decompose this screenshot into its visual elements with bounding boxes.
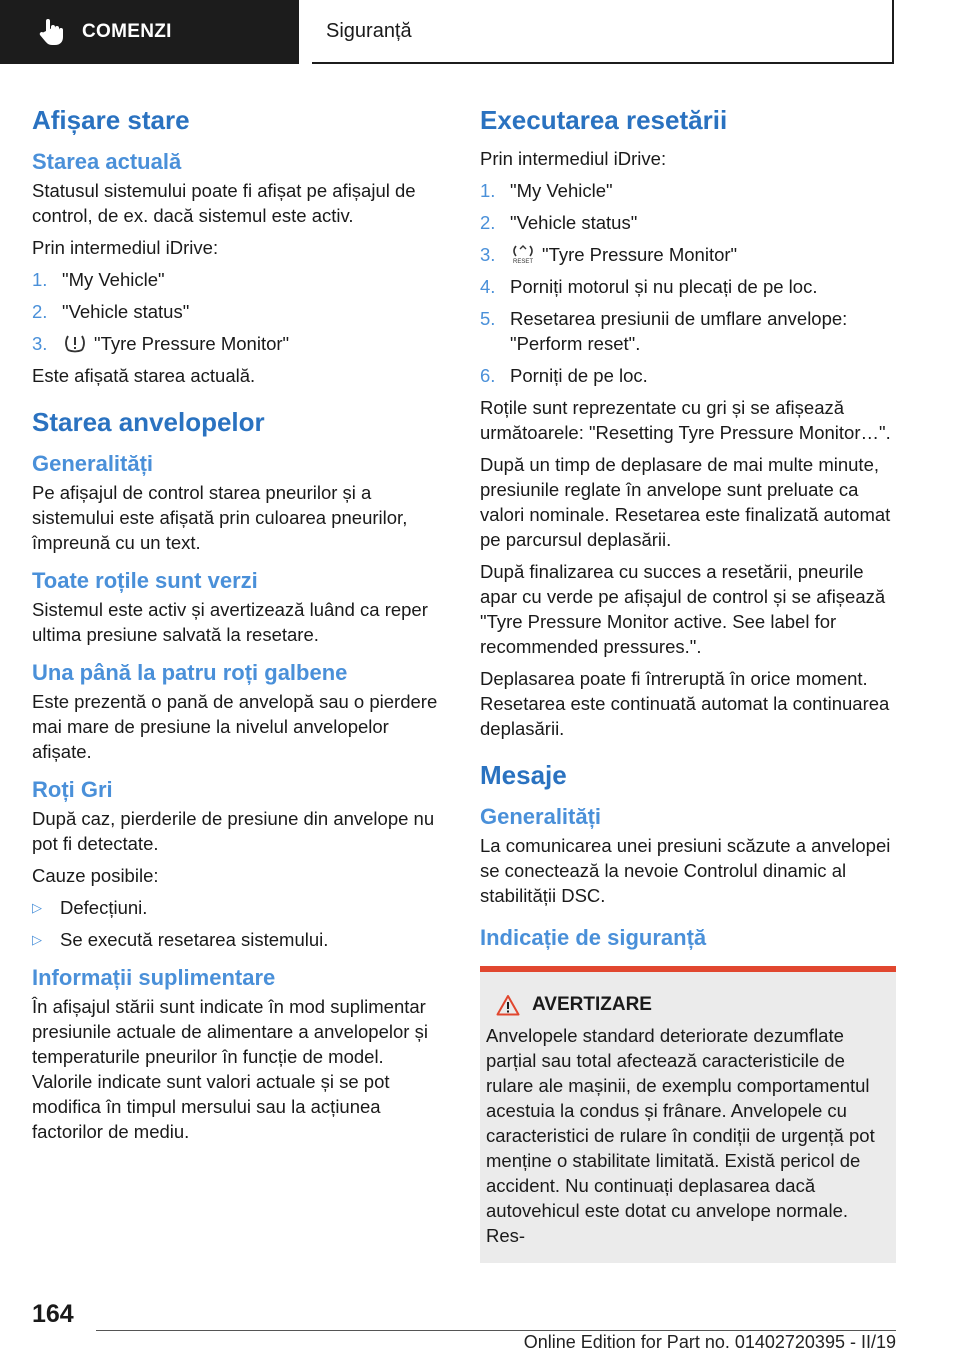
- paragraph: Prin intermediul iDrive:: [32, 237, 219, 258]
- tyre-reset-icon: [510, 244, 536, 264]
- step-number: 3.: [480, 244, 496, 265]
- list-item: [480, 242, 896, 267]
- heading-informatii: Informații suplimentare: [32, 965, 276, 990]
- causes-list: [32, 895, 448, 952]
- paragraph: Deplasarea poate fi întreruptă în orice moment. Resetarea este continuată automat la continuarea deplasării.: [480, 668, 890, 739]
- paragraph: Cauze posibile:: [32, 865, 159, 886]
- step-number: 4.: [480, 276, 496, 297]
- triangle-bullet-icon: ▷: [32, 932, 42, 947]
- step-text: Porniți motorul și nu plecați de pe loc.: [510, 276, 818, 297]
- paragraph: În afișajul stării sunt indicate în mod suplimentar presiunile actuale de alimentare a anvelopelor și temperaturile pneurilor în funcție de model. Valorile indicate sunt valori actuale și se pot modifica în timpul mersului sau la acțiunea factorilor de mediu.: [32, 996, 428, 1142]
- section-label: COMENZI: [82, 21, 172, 42]
- footer-divider: [96, 1330, 896, 1331]
- list-item: [480, 178, 896, 203]
- step-text: Resetarea presiunii de umflare anvelope: "Perform reset".: [510, 308, 848, 354]
- heading-afisare-stare: Afișare stare: [32, 105, 190, 135]
- reset-icon-label: RESET: [512, 259, 534, 264]
- paragraph: Prin intermediul iDrive:: [480, 148, 667, 169]
- hand-pointer-icon: [36, 17, 66, 47]
- step-number: 1.: [32, 269, 48, 290]
- heading-toate-verzi: Toate roțile sunt verzi: [32, 568, 258, 593]
- heading-executarea-resetarii: Executarea resetării: [480, 105, 728, 135]
- section-tab[interactable]: [0, 0, 299, 64]
- left-column: [32, 98, 448, 1151]
- paragraph: Este prezentă o pană de anvelopă sau o pierdere mai mare de presiune la nivelul anvelopelor afișate.: [32, 691, 438, 762]
- paragraph: Statusul sistemului poate fi afișat pe afișajul de control, de ex. dacă sistemul este activ.: [32, 180, 416, 226]
- paragraph: După un timp de deplasare de mai multe minute, presiunile reglate în anvelope sunt preluate ca valori nominale. Resetarea este finalizată automat pe parcursul deplasării.: [480, 454, 891, 550]
- paragraph: La comunicarea unei presiuni scăzute a anvelopei se conectează la nevoie Controlul dinamic al stabilității DSC.: [480, 835, 891, 906]
- heading-generalitati: Generalități: [480, 804, 602, 829]
- step-text: "Tyre Pressure Monitor": [542, 244, 738, 265]
- step-number: 2.: [32, 301, 48, 322]
- edition-text: Online Edition for Part no. 01402720395 - II/19: [523, 1332, 896, 1352]
- bullet-text: Se execută resetarea sistemului.: [60, 929, 329, 950]
- list-item: [32, 927, 448, 952]
- paragraph: După caz, pierderile de presiune din anvelope nu pot fi detectate.: [32, 808, 435, 854]
- tyre-pressure-warning-icon: [62, 333, 88, 353]
- paragraph: Roțile sunt reprezentate cu gri și se afișează următoarele: "Resetting Tyre Pressure Monitor…".: [480, 397, 891, 443]
- chapter-label: Siguranță: [326, 19, 412, 42]
- triangle-bullet-icon: ▷: [32, 900, 42, 915]
- warning-label: AVERTIZARE: [532, 994, 652, 1015]
- paragraph: Pe afișajul de control starea pneurilor și a sistemului este afișată prin culoarea pneurilor, împreună cu un text.: [32, 482, 408, 553]
- heading-roti-gri: Roți Gri: [32, 777, 113, 802]
- step-number: 1.: [480, 180, 496, 201]
- heading-starea-anvelopelor: Starea anvelopelor: [32, 407, 265, 437]
- step-text: "My Vehicle": [62, 269, 165, 290]
- step-number: 5.: [480, 308, 496, 329]
- warning-box: [480, 966, 896, 1263]
- chapter-tab: [312, 0, 894, 64]
- right-column: [480, 98, 896, 1263]
- heading-galbene: Una până la patru roți galbene: [32, 660, 348, 685]
- list-item: [480, 210, 896, 235]
- heading-indicatie-siguranta: Indicație de siguranță: [480, 925, 707, 950]
- paragraph: După finalizarea cu succes a resetării, pneurile apar cu verde pe afișajul de control și se afișează "Tyre Pressure Monitor active. See label for recommended pressures.".: [480, 561, 886, 657]
- list-item: [32, 895, 448, 920]
- step-text: Porniți de pe loc.: [510, 365, 648, 386]
- list-item: [480, 363, 896, 388]
- warning-triangle-icon: [496, 994, 520, 1016]
- heading-starea-actuala: Starea actuală: [32, 149, 182, 174]
- list-item: [32, 267, 448, 292]
- warning-text: Anvelopele standard deteriorate dezumflate parțial sau total afectează caracteristicile de rulare ale mașinii, de exemplu comportamentul acestuia la condus și frânare. Anvelopele cu caracteristici de rulare în condiții de urgență pot menține o stabilitate limitată. Există pericol de accident. Nu continuați deplasarea dacă autovehicul este dotat cu anvelope normale. Res-: [486, 1025, 875, 1246]
- step-text: "Vehicle status": [62, 301, 190, 322]
- bullet-text: Defecțiuni.: [60, 897, 148, 918]
- warning-title: [486, 992, 890, 1017]
- step-number: 2.: [480, 212, 496, 233]
- steps-list: [32, 267, 448, 356]
- page-number: 164: [32, 1300, 74, 1328]
- list-item: [480, 306, 896, 356]
- heading-mesaje: Mesaje: [480, 760, 567, 790]
- paragraph: Sistemul este activ și avertizează luând ca reper ultima presiune salvată la resetare.: [32, 599, 428, 645]
- step-number: 3.: [32, 333, 48, 354]
- paragraph: Este afișată starea actuală.: [32, 365, 256, 386]
- step-text: "Vehicle status": [510, 212, 638, 233]
- step-number: 6.: [480, 365, 496, 386]
- list-item: [32, 299, 448, 324]
- step-text: "My Vehicle": [510, 180, 613, 201]
- list-item: [480, 274, 896, 299]
- heading-generalitati: Generalități: [32, 451, 154, 476]
- list-item: [32, 331, 448, 356]
- steps-list: [480, 178, 896, 388]
- step-text: "Tyre Pressure Monitor": [94, 333, 290, 354]
